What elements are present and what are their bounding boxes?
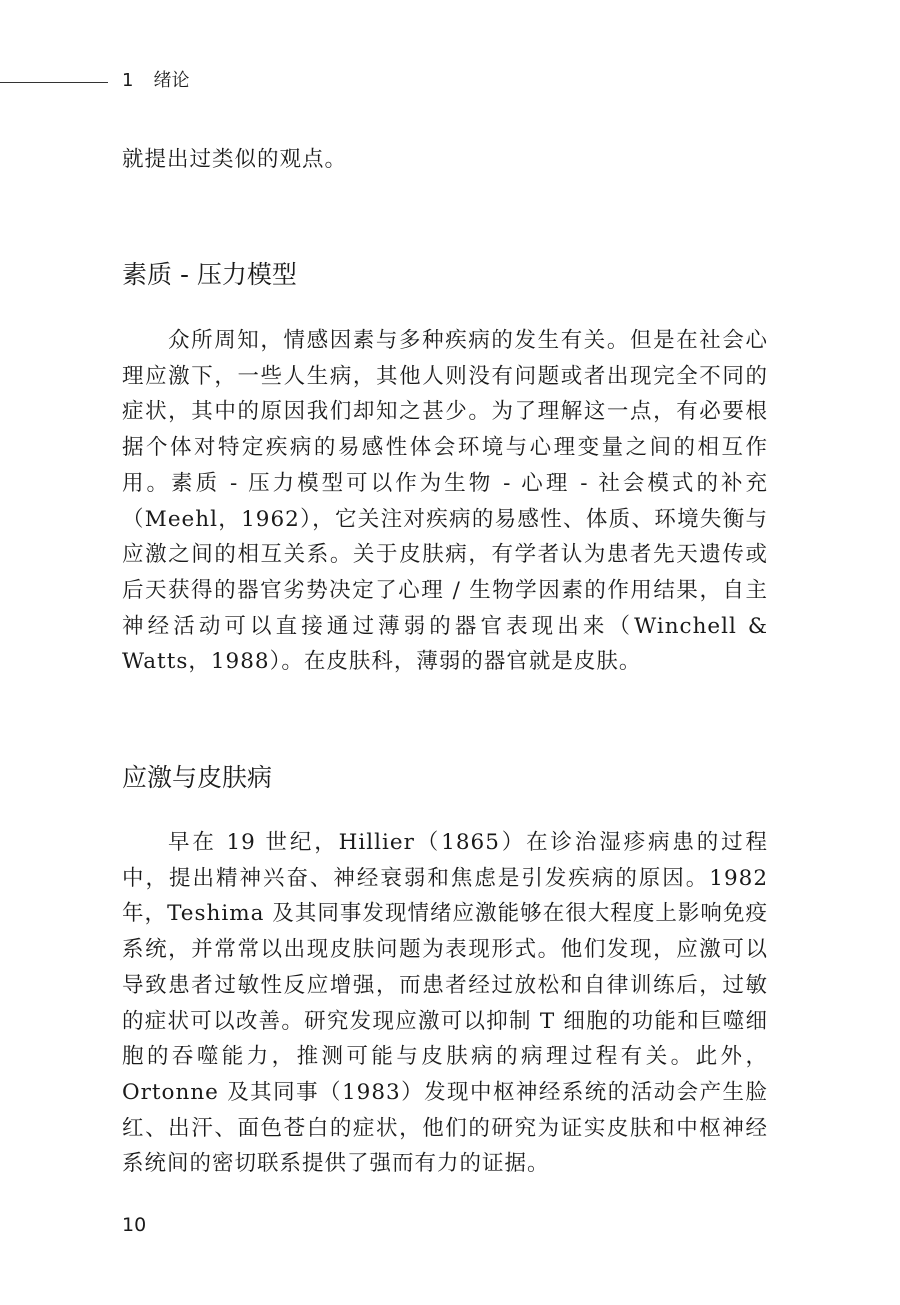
- section-paragraph-block-2: [122, 825, 768, 1182]
- section-paragraph-block-1: [122, 323, 768, 680]
- section-heading: 素质 - 压力模型: [122, 260, 297, 289]
- section-paragraph: 众所周知，情感因素与多种疾病的发生有关。但是在社会心理应激下，一些人生病，其他人则没有问题或者出现完全不同的症状，其中的原因我们却知之甚少。为了理解这一点，有必要根据个体对特定疾病的易感性体会环境与心理变量之间的相互作用。素质 - 压力模型可以作为生物 - 心理 - 社会模式的补充（Meehl，1962），它关注对疾病的易感性、体质、环境失衡与应激之间的相互关系。关于皮肤病，有学者认为患者先天遗传或后天获得的器官劣势决定了心理 / 生物学因素的作用结果，自主神经活动可以直接通过薄弱的器官表现出来（Winchell & Watts，1988）。在皮肤科，薄弱的器官就是皮肤。: [122, 328, 768, 675]
- running-head: [122, 68, 189, 94]
- section-heading-block-2: [122, 761, 768, 795]
- continuation-paragraph: 就提出过类似的观点。: [122, 147, 348, 172]
- chapter-title: 绪论: [153, 70, 190, 91]
- section-heading: 应激与皮肤病: [122, 763, 273, 792]
- section-paragraph: 早在 19 世纪，Hillier（1865）在诊治湿疹病患的过程中，提出精神兴奋、神经衰弱和焦虑是引发疾病的原因。1982 年，Teshima 及其同事发现情绪应激能够在很大程度上影响免疫系统，并常常以出现皮肤问题为表现形式。他们发现，应激可以导致患者过敏性反应增强，而患者经过放松和自律训练后，过敏的症状可以改善。研究发现应激可以抑制 T 细胞的功能和巨噬细胞的吞噬能力，推测可能与皮肤病的病理过程有关。此外，Ortonne 及其同事（1983）发现中枢神经系统的活动会产生脸红、出汗、面色苍白的症状，他们的研究为证实皮肤和中枢神经系统间的密切联系提供了强而有力的证据。: [122, 830, 768, 1177]
- page-number: 10: [122, 1214, 147, 1236]
- section-heading-block-1: [122, 258, 768, 292]
- header-rule: [0, 82, 108, 83]
- continuation-block: [122, 142, 768, 178]
- chapter-number: 1: [122, 70, 134, 91]
